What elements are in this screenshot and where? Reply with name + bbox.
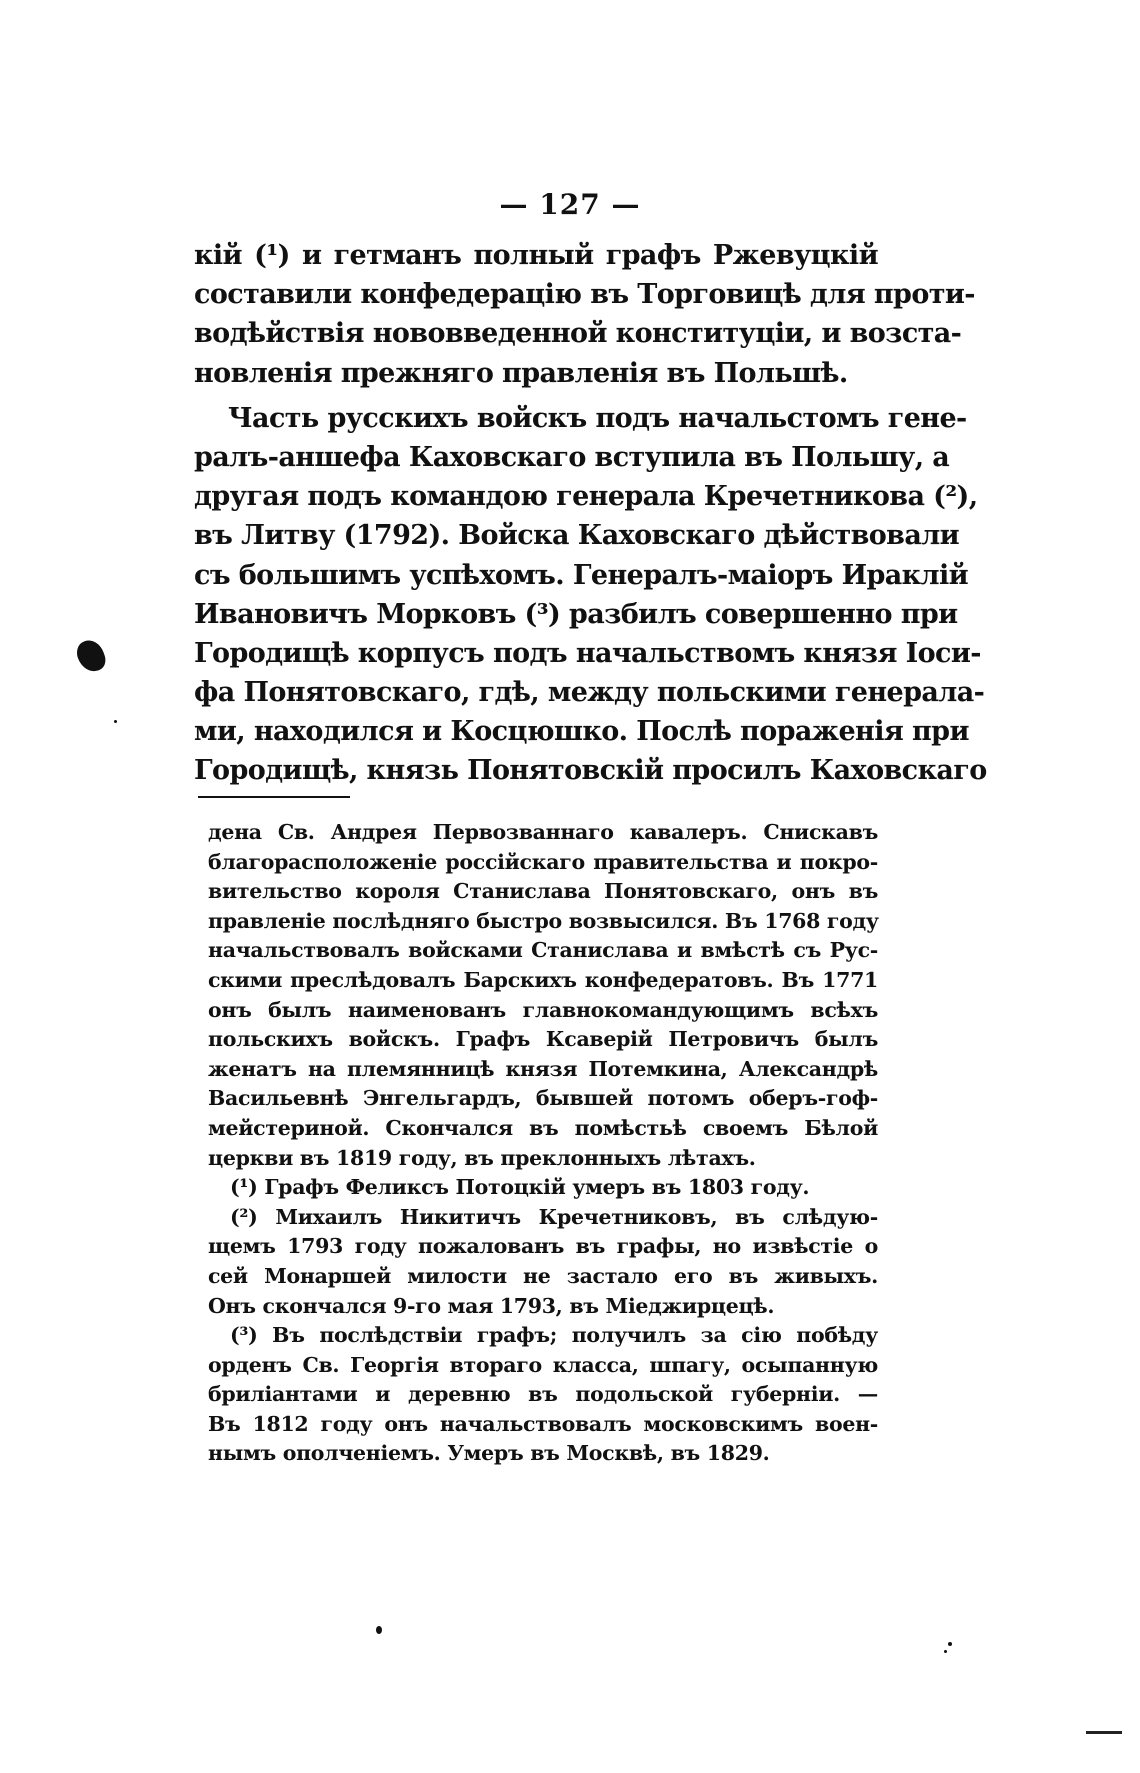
footnote-line: церкви въ 1819 году, въ преклонныхъ лѣтахъ. — [208, 1145, 756, 1170]
main-text — [194, 236, 987, 791]
footnote-line: бриліантами и деревню въ подольской губерніи. — — [208, 1382, 878, 1407]
ink-speck — [948, 1642, 952, 1646]
footnote-line: щемъ 1793 году пожалованъ въ графы, но извѣстіе о — [208, 1234, 878, 1259]
footnote-line: дена Св. Андрея Первозваннаго кавалеръ. Снискавъ — [208, 820, 878, 844]
ink-speck — [376, 1626, 382, 1634]
footnote-line: сей Монаршей милости не застало его въ живыхъ. — [208, 1263, 878, 1288]
text-line: ми, находился и Косцюшко. Послѣ пораженія при — [194, 716, 969, 748]
text-line: новленія прежняго правленія въ Польшѣ. — [194, 357, 848, 389]
text-line: съ большимъ успѣхомъ. Генералъ-маіоръ Ираклій — [194, 559, 969, 591]
text-line: водѣйствія нововведенной конституціи, и возста- — [194, 318, 962, 350]
footnote-line: скими преслѣдовалъ Барскихъ конфедератовъ. Въ 1771 — [208, 967, 878, 992]
footnotes — [208, 818, 878, 1469]
text-line: ралъ-аншефа Каховскаго вступила въ Польшу, а — [194, 441, 950, 473]
text-line: другая подъ командою генерала Кречетникова (²), — [194, 481, 978, 513]
footnote-line: Въ 1812 году онъ начальствовалъ московскимъ воен- — [208, 1411, 878, 1436]
footnote-line: вительство короля Станислава Понятовскаго, онъ въ — [208, 879, 878, 904]
ink-speck — [944, 1650, 947, 1653]
footnote-line: польскихъ войскъ. Графъ Ксаверій Петровичъ былъ — [208, 1027, 878, 1052]
footnote-line: Онъ скончался 9-го мая 1793, въ Міеджирцецѣ. — [208, 1293, 775, 1318]
text-line: Ивановичъ Морковъ (³) разбилъ совершенно при — [194, 598, 958, 630]
footnote-line: благорасположеніе россійскаго правительства и покро- — [208, 849, 878, 874]
text-line: Часть русскихъ войскъ подъ начальстомъ гене- — [228, 402, 967, 434]
footnote-line: мейстериной. Скончался въ помѣстьѣ своемъ Бѣлой — [208, 1115, 878, 1140]
footnote-separator — [198, 796, 350, 798]
text-line: въ Литву (1792). Войска Каховскаго дѣйствовали — [194, 520, 960, 552]
footnote-line: онъ былъ наименованъ главнокомандующимъ всѣхъ — [208, 997, 878, 1022]
text-line: кій (¹) и гетманъ полный графъ Ржевуцкій — [194, 240, 878, 271]
footnote-line: правленіе послѣдняго быстро возвысился. Въ 1768 году — [208, 908, 879, 933]
footnote-line: орденъ Св. Георгія втораго класса, шпагу, осыпанную — [208, 1352, 878, 1377]
footnote-line: (¹) Графъ Феликсъ Потоцкій умеръ въ 1803 году. — [230, 1175, 810, 1200]
ink-speck — [114, 720, 117, 723]
text-line: Городищѣ корпусъ подъ начальствомъ князя Іоси- — [194, 637, 981, 669]
footnote-line: начальствовалъ войсками Станислава и вмѣстѣ съ Рус- — [208, 938, 878, 963]
page-number: — 127 — — [499, 188, 641, 221]
footnote-line: (²) Михаилъ Никитичъ Кречетниковъ, въ слѣдую- — [230, 1204, 878, 1229]
scan-mark — [1086, 1731, 1122, 1734]
text-line: фа Понятовскаго, гдѣ, между польскими генерала- — [194, 677, 985, 709]
ink-blot — [73, 637, 108, 676]
text-line: составили конфедерацію въ Торговицѣ для проти- — [194, 279, 975, 311]
text-line: Городищѣ, князь Понятовскій просилъ Каховскаго — [194, 755, 987, 787]
footnote-line: женатъ на племянницѣ князя Потемкина, Александрѣ — [208, 1056, 878, 1081]
footnote-line: Васильевнѣ Энгельгардъ, бывшей потомъ оберъ-гоф- — [208, 1086, 878, 1111]
footnote-line: (³) Въ послѣдствіи графъ; получилъ за сію побѣду — [230, 1323, 878, 1348]
footnote-line: нымъ ополченіемъ. Умеръ въ Москвѣ, въ 1829. — [208, 1441, 770, 1466]
